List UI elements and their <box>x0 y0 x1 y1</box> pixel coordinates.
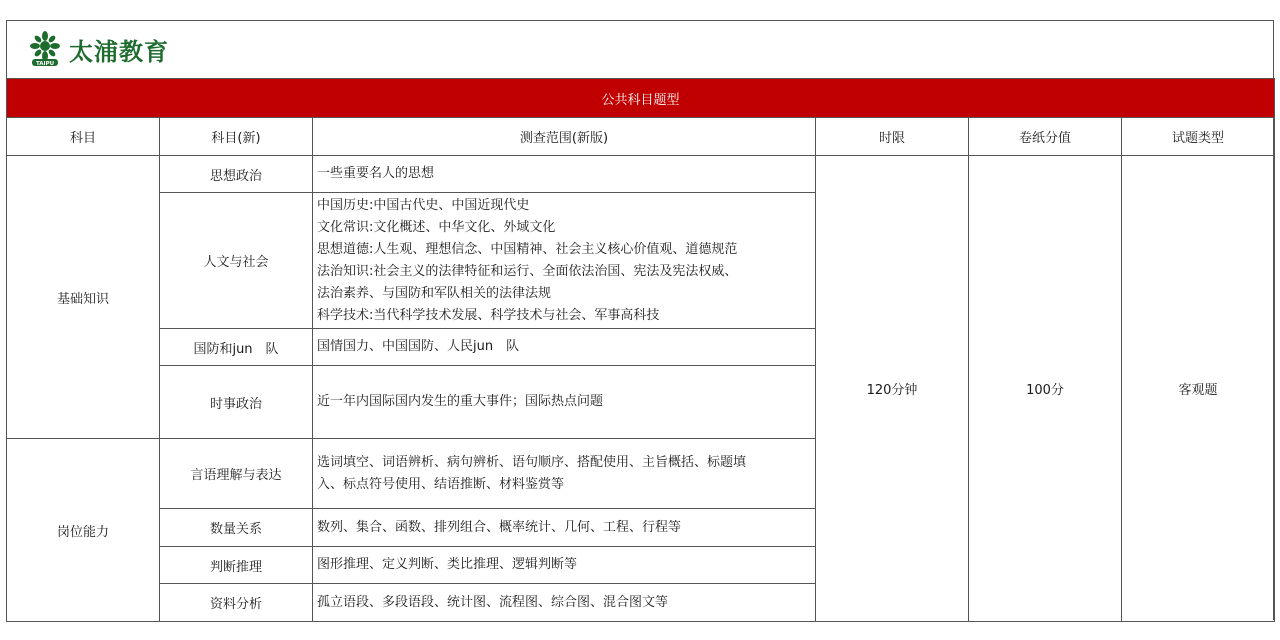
sub-subject-cell: 言语理解与表达 <box>160 439 313 509</box>
scope-line: 选词填空、词语辨析、病句辨析、语句顺序、搭配使用、主旨概括、标题填 <box>317 454 747 470</box>
table-banner: 公共科目题型 <box>7 79 1275 118</box>
subject-cell: 岗位能力 <box>7 439 160 622</box>
header-question-type: 试题类型 <box>1122 118 1275 156</box>
scope-line: 图形推理、定义判断、类比推理、逻辑判断等 <box>317 557 578 572</box>
subject-cell: 基础知识 <box>7 156 160 439</box>
time-limit-cell: 120分钟 <box>816 156 969 622</box>
sub-subject-cell: 人文与社会 <box>160 193 313 329</box>
scope-cell <box>313 439 816 509</box>
scope-cell <box>313 366 816 439</box>
logo-bar <box>7 21 1273 79</box>
header-time-limit: 时限 <box>816 118 969 156</box>
header-subject: 科目 <box>7 118 160 156</box>
taipu-logo-icon <box>25 30 65 70</box>
scope-cell <box>313 509 816 547</box>
logo-badge-text: TAIPU <box>35 60 55 67</box>
scope-line: 国情国力、中国国防、人民jun 队 <box>317 339 520 354</box>
scope-line: 科学技术:当代科学技术发展、科学技术与社会、军事高科技 <box>317 307 660 323</box>
scope-cell <box>313 584 816 622</box>
scope-line: 孤立语段、多段语段、统计图、流程图、综合图、混合图文等 <box>317 594 669 610</box>
score-cell: 100分 <box>969 156 1122 622</box>
header-subject-new: 科目(新) <box>160 118 313 156</box>
scope-line: 一些重要名人的思想 <box>317 166 435 181</box>
sub-subject-cell: 数量关系 <box>160 509 313 547</box>
sub-subject-cell: 国防和jun 队 <box>160 329 313 366</box>
table-row <box>7 156 1275 193</box>
brand-name: 太浦教育 <box>69 38 169 66</box>
question-type-cell: 客观题 <box>1122 156 1275 622</box>
scope-line: 近一年内国际国内发生的重大事件；国际热点问题 <box>317 394 604 409</box>
table-header-row <box>7 118 1275 156</box>
scope-line: 法治素养、与国防和军队相关的法律法规 <box>317 285 552 301</box>
sub-subject-cell: 时事政治 <box>160 366 313 439</box>
scope-cell <box>313 329 816 366</box>
sub-subject-cell: 判断推理 <box>160 547 313 584</box>
scope-cell <box>313 547 816 584</box>
exam-subjects-table <box>6 78 1275 622</box>
scope-cell <box>313 193 816 329</box>
scope-cell <box>313 156 816 193</box>
header-scope: 测查范围(新版) <box>313 118 816 156</box>
scope-line: 入、标点符号使用、结语推断、材料鉴赏等 <box>317 476 565 492</box>
sub-subject-cell: 资料分析 <box>160 584 313 622</box>
scope-line: 中国历史:中国古代史、中国近现代史 <box>317 197 530 213</box>
document-frame <box>6 20 1274 620</box>
scope-line: 思想道德:人生观、理想信念、中国精神、社会主义核心价值观、道德规范 <box>317 241 738 257</box>
header-score: 卷纸分值 <box>969 118 1122 156</box>
sub-subject-cell: 思想政治 <box>160 156 313 193</box>
scope-line: 数列、集合、函数、排列组合、概率统计、几何、工程、行程等 <box>317 519 682 535</box>
scope-line: 文化常识:文化概述、中华文化、外域文化 <box>317 219 556 235</box>
scope-line: 法治知识:社会主义的法律特征和运行、全面依法治国、宪法及宪法权威、 <box>317 263 738 279</box>
